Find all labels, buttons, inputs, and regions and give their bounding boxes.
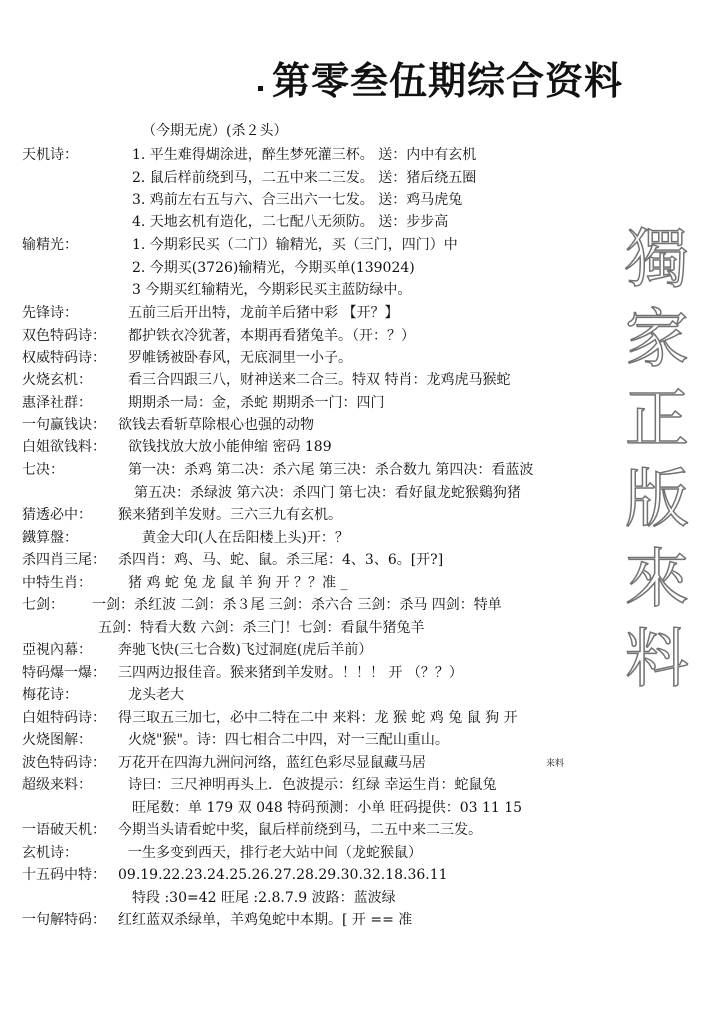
row-label: 鐵算盤：: [22, 530, 78, 546]
row-text: 今期当头请看蛇中奖，鼠后样前绕到马，二五中来二三发。: [118, 822, 482, 838]
row-label: 特码爆一爆：: [22, 665, 106, 681]
row-label: 梅花诗：: [22, 687, 78, 703]
row-text: 万花开在四海九洲问河络，蓝红色彩尽显鼠藏马居: [118, 755, 426, 771]
row-label: 先锋诗：: [22, 305, 78, 321]
row-label: 输精光：: [22, 237, 78, 253]
row-label: 权威特码诗：: [22, 350, 106, 366]
row-label: 白姐欲钱料：: [22, 439, 106, 455]
row-text: 五剑：特看大数 六剑：杀三门！七剑：看鼠牛猪兔羊: [98, 620, 425, 636]
watermark-char: 版: [625, 463, 689, 537]
row-text: 红红蓝双杀绿单，羊鸡兔蛇中本期。[ 开 == 准: [118, 912, 413, 928]
row-label: 杀四肖三尾：: [22, 552, 106, 568]
row-text: 2. 今期买(3726)输精光，今期买单(139024): [132, 260, 415, 276]
watermark-char: 料: [625, 623, 689, 697]
row-label: 双色特码诗：: [22, 328, 106, 344]
row-text: 五前三后开出特，龙前羊后猪中彩 【开？】: [128, 305, 399, 321]
row-text: 三四两边报佳音。猴来猪到羊发财。！！！ 开 （？？）: [118, 665, 463, 681]
small-note: 来料: [546, 759, 565, 769]
watermark-char: 獨: [625, 223, 689, 297]
row-label: 火烧图解：: [22, 732, 92, 748]
title-dot: [258, 86, 263, 91]
row-text: 诗曰：三尺神明再头上．色波提示：红绿 幸运生肖：蛇鼠兔: [128, 777, 497, 793]
row-text: 看三合四跟三八，财神送来二合三。特双 特肖：龙鸡虎马猴蛇: [128, 372, 511, 388]
row-label: 白姐特码诗：: [22, 710, 106, 726]
row-text: 猴来猪到羊发财。三六三九有玄机。: [118, 507, 342, 523]
row-text: 一剑：杀红波 二剑：杀３尾 三剑：杀六合 三剑：杀马 四剑：特单: [92, 597, 502, 613]
row-text: 期期杀一局：金，杀蛇 期期杀一门：四门: [128, 395, 385, 411]
row-text: 3 今期买红输精光，今期彩民买主蓝防绿中。: [132, 282, 412, 298]
row-text: 黄金大印(人在岳阳楼上头)开：？: [142, 530, 349, 546]
row-label: 火烧玄机：: [22, 372, 92, 388]
row-label: 亞視內幕：: [22, 642, 92, 658]
row-text: 得三取五三加七，必中二特在二中 来料：龙 猴 蛇 鸡 兔 鼠 狗 开: [118, 710, 518, 726]
row-label: 一句解特码：: [22, 912, 106, 928]
row-text: 1. 今期彩民买（二门）输精光，买（三门，四门）中: [132, 237, 458, 253]
row-text: 奔驰飞快(三七合数)飞过洞庭(虎后羊前）: [118, 642, 373, 658]
row-text: （今期无虎）(杀２头）: [142, 123, 288, 139]
row-label: 猜透必中：: [22, 507, 92, 523]
row-text: 第五决：杀绿波 第六决：杀四门 第七决：看好鼠龙蛇猴鷄狗猪: [134, 485, 521, 501]
row-label: 中特生肖：: [22, 575, 92, 591]
row-text: 第一决：杀鸡 第二决：杀六尾 第三决：杀合数九 第四决：看蓝波: [128, 462, 534, 478]
row-text: 猪 鸡 蛇 兔 龙 鼠 羊 狗 开 ？？准 _: [128, 575, 348, 591]
row-label: 超级来料：: [22, 777, 92, 793]
row-text: 欲钱去看斩草除根心也强的动物: [118, 417, 314, 433]
row-label: 一语破天机：: [22, 822, 106, 838]
row-label: 天机诗：: [22, 147, 78, 163]
row-text: 4. 天地玄机有造化，二七配八无须防。 送：步步高: [132, 214, 449, 230]
row-label: 玄机诗：: [22, 845, 78, 861]
watermark-char: 家: [625, 303, 689, 377]
row-label: 七决：: [22, 462, 64, 478]
row-text: 火烧"猴"。诗：四七相合二中四，对一三配山重山。: [128, 732, 449, 748]
row-text: 龙头老大: [128, 687, 184, 703]
row-text: 一生多变到西天，排行老大站中间（龙蛇猴鼠）: [128, 845, 422, 861]
row-text: 3. 鸡前左右五与六、合三出六一七发。 送：鸡马虎兔: [132, 192, 463, 208]
row-text: 欲钱找放大放小能伸缩 密码 189: [128, 439, 332, 455]
watermark: [612, 220, 702, 700]
page-title: 第零叁伍期综合资料: [272, 59, 624, 103]
row-label: 波色特码诗：: [22, 755, 106, 771]
row-text: 杀四肖：鸡、马、蛇、鼠。杀三尾：4、3、6。[开?]: [118, 552, 444, 568]
row-text: 罗帷锈被卧春风，无底洞里一小子。: [128, 350, 352, 366]
row-text: 2. 鼠后样前绕到马，二五中来二三发。 送：猪后绕五圈: [132, 170, 477, 186]
row-text: 1. 平生难得煳涂进，醉生梦死灌三杯。 送：内中有玄机: [132, 147, 477, 163]
row-label: 十五码中特：: [22, 867, 106, 883]
row-text: 都护铁衣冷犹著，本期再看猪兔羊。（开：？）: [128, 328, 415, 344]
row-label: 惠泽社群：: [22, 395, 92, 411]
watermark-char: 正: [625, 383, 689, 457]
row-label: 七剑：: [22, 597, 64, 613]
row-text: 旺尾数：单 179 双 048 特码预测：小单 旺码提供：03 11 15: [132, 800, 523, 816]
watermark-char: 來: [625, 543, 689, 617]
row-label: 一句赢钱诀：: [22, 417, 106, 433]
row-text: 09.19.22.23.24.25.26.27.28.29.30.32.18.36.11: [118, 867, 448, 883]
row-text: 特段 :30=42 旺尾 :2.8.7.9 波路：蓝波绿: [132, 890, 396, 906]
